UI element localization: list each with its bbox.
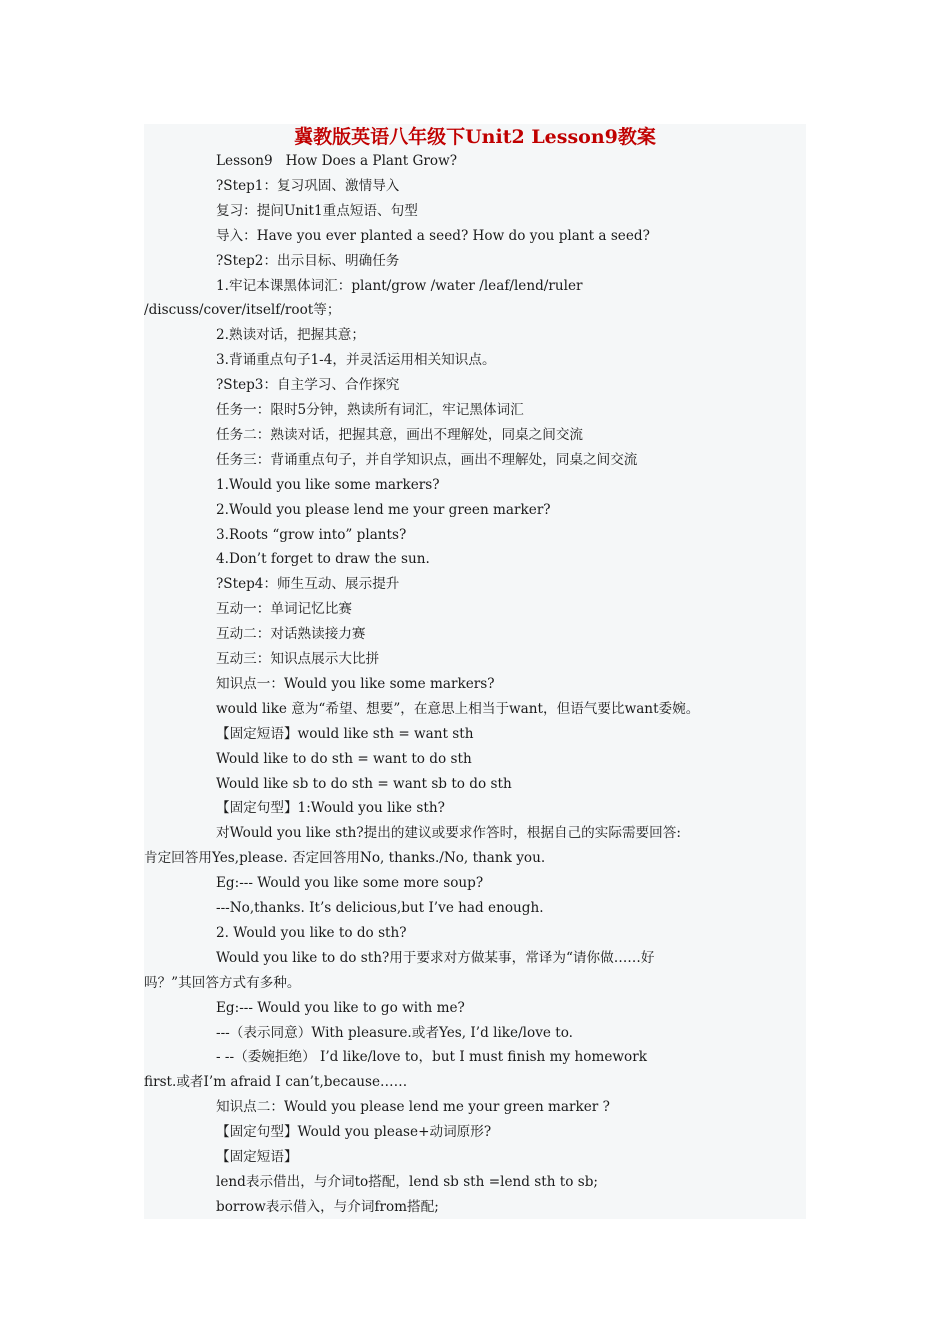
text-line: ---（表示同意）With pleasure.或者Yes, I’d like/love to. xyxy=(216,1024,573,1041)
text-line: 互动一：单词记忆比赛 xyxy=(216,601,352,618)
text-line: ?Step2：出示目标、明确任务 xyxy=(216,252,400,269)
text-line: 互动二：对话熟读接力赛 xyxy=(216,626,366,643)
text-line: Lesson9 How Does a Plant Grow? xyxy=(216,153,458,169)
text-line: 知识点二：Would you please lend me your green marker ? xyxy=(216,1099,610,1116)
document-title: 冀教版英语八年级下Unit2 Lesson9教案 xyxy=(294,126,656,148)
text-line: ?Step4：师生互动、展示提升 xyxy=(216,576,400,593)
text-line: Would like sb to do sth = want sb to do sth xyxy=(216,775,512,792)
text-line: Eg:--- Would you like some more soup? xyxy=(216,875,484,892)
text-line: 【固定句型】1:Would you like sth? xyxy=(216,800,445,817)
text-line: 【固定句型】Would you please+动词原形? xyxy=(216,1124,492,1141)
text-line: 2.Would you please lend me your green marker? xyxy=(216,501,551,518)
text-line: 肯定回答用Yes,please. 否定回答用No, thanks./No, thank you. xyxy=(144,850,546,867)
text-line: Eg:--- Would you like to go with me? xyxy=(216,999,465,1016)
text-line: ?Step3：自主学习、合作探究 xyxy=(216,377,400,394)
text-line: 任务三：背诵重点句子，并自学知识点，画出不理解处，同桌之间交流 xyxy=(216,451,638,468)
text-line: 4.Don’t forget to draw the sun. xyxy=(216,551,430,568)
text-line: 3.Roots “grow into” plants? xyxy=(216,526,407,543)
text-line: 导入：Have you ever planted a seed? How do you plant a seed? xyxy=(216,227,650,244)
text-line: ---No,thanks. It’s delicious,but I’ve had enough. xyxy=(216,900,544,916)
text-line: 2.熟读对话，把握其意； xyxy=(216,327,365,344)
text-line: 3.背诵重点句子1-4，并灵活运用相关知识点。 xyxy=(216,352,496,369)
text-line: Would like to do sth = want to do sth xyxy=(216,750,472,767)
text-line: first.或者I’m afraid I can’t,because…… xyxy=(144,1074,408,1091)
text-line: /discuss/cover/itself/root等； xyxy=(144,302,341,319)
text-line: - --（委婉拒绝） I’d like/love to，but I must finish my homework xyxy=(216,1049,647,1066)
text-line: lend表示借出，与介词to搭配，lend sb sth =lend sth to sb; xyxy=(216,1173,599,1190)
text-line: 对Would you like sth?提出的建议或要求作答时，根据自己的实际需要回答: xyxy=(216,825,681,842)
text-line: would like 意为“希望、想要”，在意思上相当于want，但语气要比want委婉。 xyxy=(216,700,700,717)
text-line: 【固定短语】 xyxy=(216,1149,298,1165)
text-line: 吗？”其回答方式有多种。 xyxy=(144,974,301,991)
text-line: 复习：提问Unit1重点短语、句型 xyxy=(216,202,418,219)
text-line: Would you like to do sth?用于要求对方做某事，常译为“请你做……好 xyxy=(216,949,655,966)
text-line: borrow表示借入，与介词from搭配; xyxy=(216,1198,439,1215)
text-line: 2. Would you like to do sth? xyxy=(216,924,407,941)
text-line: 知识点一：Would you like some markers? xyxy=(216,675,495,692)
text-line: 1.Would you like some markers? xyxy=(216,476,440,493)
text-line: 【固定短语】would like sth = want sth xyxy=(216,725,474,742)
text-line: 互动三：知识点展示大比拼 xyxy=(216,651,380,667)
text-line: 任务一：限时5分钟，熟读所有词汇，牢记黑体词汇 xyxy=(216,402,524,418)
text-line: ?Step1：复习巩固、激情导入 xyxy=(216,177,400,194)
text-line: 1.牢记本课黑体词汇：plant/grow /water /leaf/lend/ruler xyxy=(216,277,583,294)
text-line: 任务二：熟读对话，把握其意，画出不理解处，同桌之间交流 xyxy=(216,426,584,443)
